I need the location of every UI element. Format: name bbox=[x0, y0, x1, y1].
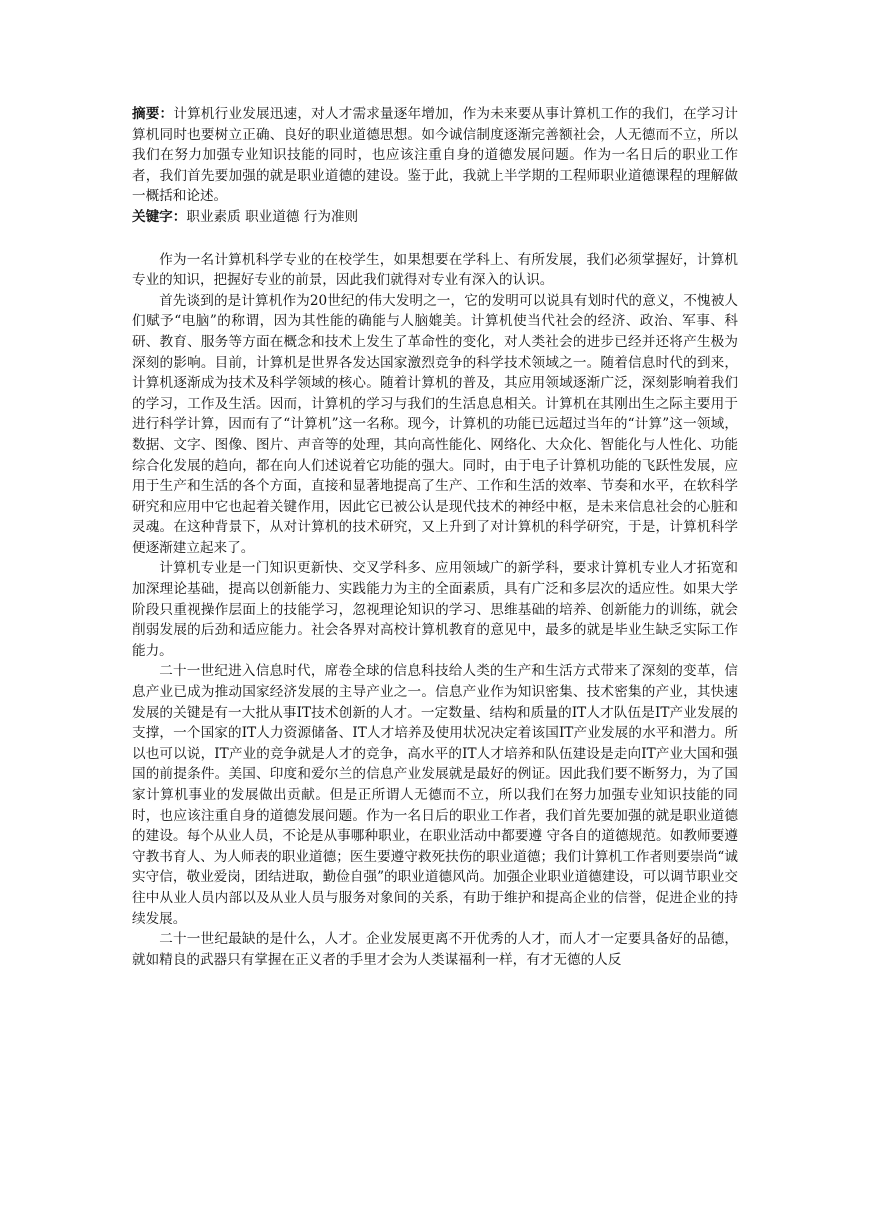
body-paragraph-1: 作为一名计算机科学专业的在校学生，如果想要在学科上、有所发展，我们必须掌握好，计算机专业的知识，把握好专业的前景，因此我们就得对专业有深入的认识。 bbox=[132, 251, 738, 289]
keywords-text: 职业素质 职业道德 行为准则 bbox=[186, 208, 359, 225]
keywords bbox=[132, 207, 738, 228]
body-paragraph-3: 计算机专业是一门知识更新快、交叉学科多、应用领域广的新学科，要求计算机专业人才拓宽和加深理论基础，提高以创新能力、实践能力为主的全面素质，具有广泛和多层次的适应性。如果大学阶段只重视操作层面上的技能学习，忽视理论知识的学习、思维基础的培养、创新能力的训练，就会削弱发展的后劲和适应能力。社会各界对高校计算机教育的意见中，最多的就是毕业生缺乏实际工作能力。 bbox=[132, 560, 738, 659]
body-paragraph-4: 二十一世纪进入信息时代，席卷全球的信息科技给人类的生产和生活方式带来了深刻的变革，信息产业已成为推动国家经济发展的主导产业之一。信息产业作为知识密集、技术密集的产业，其快速发展的关键是有一大批从事IT技术创新的人才。一定数量、结构和质量的IT人才队伍是IT产业发展的支撑，一个国家的IT人力资源储备、IT人才培养及使用状况决定着该国IT产业发展的水平和潜力。所以也可以说，IT产业的竞争就是人才的竞争，高水平的IT人才培养和队伍建设是走向IT产业大国和强国的前提条件。美国、印度和爱尔兰的信息产业发展就是最好的例证。因此我们要不断努力，为了国家计算机事业的发展做出贡献。但是正所谓人无德而不立，所以我们在努力加强专业知识技能的同时，也应该注重自身的道德发展问题。作为一名日后的职业工作者，我们首先要加强的就是职业道德的建设。每个从业人员，不论是从事哪种职业，在职业活动中都要遵 守各自的道德规范。如教师要遵守教书育人、为人师表的职业道德；医生要遵守救死扶伤的职业道德；我们计算机工作者则要崇尚“诚实守信，敬业爱岗，团结进取，勤俭自强”的职业道德风尚。加强企业职业道德建设，可以调节职业交往中从业人员内部以及从业人员与服务对象间的关系，有助于维护和提高企业的信誉，促进企业的持续发展。 bbox=[132, 663, 738, 927]
abstract bbox=[132, 104, 738, 207]
abstract-text: 计算机行业发展迅速，对人才需求量逐年增加，作为未来要从事计算机工作的我们，在学习计算机同时也要树立正确、良好的职业道德思想。如今诚信制度逐渐完善额社会，人无德而不立，所以我们在努力加强专业知识技能的同时，也应该注重自身的道德发展问题。作为一名日后的职业工作者，我们首先要加强的就是职业道德的建设。鉴于此，我就上半学期的工程师职业道德课程的理解做一概括和论述。 bbox=[132, 106, 739, 205]
section-gap bbox=[132, 228, 738, 250]
body-paragraph-5: 二十一世纪最缺的是什么，人才。企业发展更离不开优秀的人才，而人才一定要具备好的品德，就如精良的武器只有掌握在正义者的手里才会为人类谋福利一样，有才无德的人反 bbox=[132, 931, 738, 968]
keywords-label: 关键字： bbox=[132, 208, 187, 225]
document-page bbox=[132, 104, 738, 970]
body-paragraph-2: 首先谈到的是计算机作为20世纪的伟大发明之一，它的发明可以说具有划时代的意义，不愧被人们赋予“电脑”的称谓，因为其性能的确能与人脑媲美。计算机使当代社会的经济、政治、军事、科研、教育、服务等方面在概念和技术上发生了革命性的变化，对人类社会的进步已经并还将产生极为深刻的影响。目前，计算机是世界各发达国家激烈竞争的科学技术领域之一。随着信息时代的到来，计算机逐渐成为技术及科学领域的核心。随着计算机的普及，其应用领域逐渐广泛，深刻影响着我们的学习，工作及生活。因而，计算机的学习与我们的生活息息相关。计算机在其刚出生之际主要用于进行科学计算，因而有了“计算机”这一名称。现今，计算机的功能已远超过当年的“计算”这一领域，数据、文字、图像、图片、声音等的处理，其向高性能化、网络化、大众化、智能化与人性化、功能综合化发展的趋向，都在向人们述说着它功能的强大。同时，由于电子计算机功能的飞跃性发展，应用于生产和生活的各个方面，直接和显著地提高了生产、工作和生活的效率、节奏和水平，在软科学研究和应用中它也起着关键作用，因此它已被公认是现代技术的神经中枢，是未来信息社会的心脏和灵魂。在这种背景下，从对计算机的技术研究，又上升到了对计算机的科学研究，于是，计算机科学便逐渐建立起来了。 bbox=[132, 292, 738, 556]
abstract-label: 摘要： bbox=[132, 106, 174, 122]
